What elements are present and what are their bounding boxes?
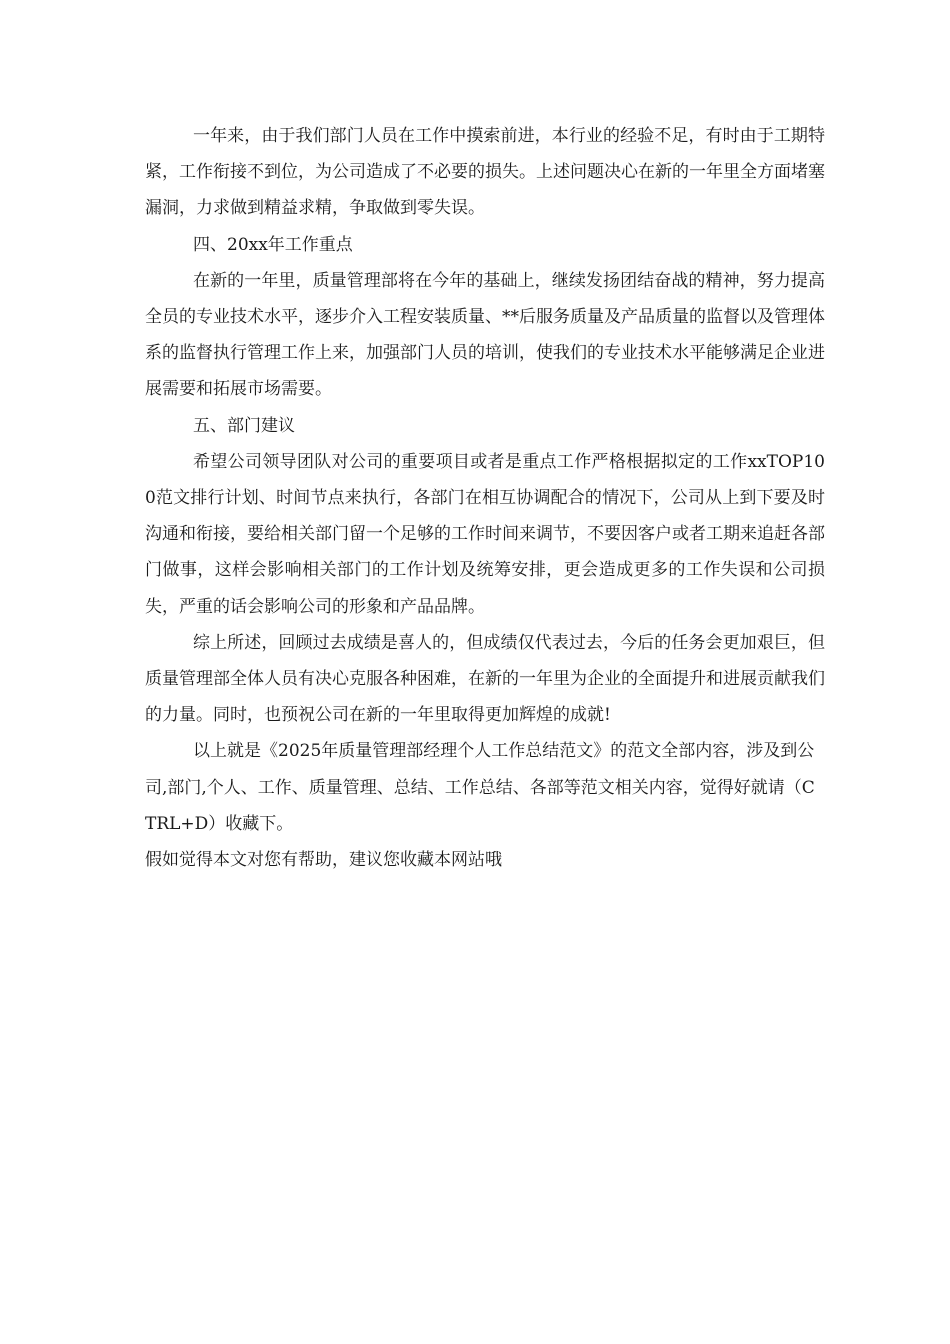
paragraph-lessons: 一年来，由于我们部门人员在工作中摸索前进，本行业的经验不足，有时由于工期特紧，工作衔接不到位，为公司造成了不必要的损失。上述问题决心在新的一年里全方面堵塞漏洞，力求做到精益求精，争取做到零失误。 bbox=[145, 126, 825, 219]
paragraph-suggestions: 希望公司领导团队对公司的重要项目或者是重点工作严格根据拟定的工作xxTOP100范文排行计划、时间节点来执行，各部门在相互协调配合的情况下，公司从上到下要及时沟通和衔接，要给相关部门留一个足够的工作时间来调节，不要因客户或者工期来追赶各部门做事，这样会影响相关部门的工作计划及统筹安排，更会造成更多的工作失误和公司损失，严重的话会影响公司的形象和产品品牌。 bbox=[145, 451, 825, 617]
paragraph-closing: 以上就是《2025年质量管理部经理个人工作总结范文》的范文全部内容，涉及到公司,部门,个人、工作、质量管理、总结、工作总结、各部等范文相关内容，觉得好就请（CTRL+D）收藏下。 bbox=[145, 741, 815, 834]
footer-note: 假如觉得本文对您有帮助，建议您收藏本网站哦 bbox=[145, 850, 502, 871]
section-heading-work-focus: 四、20xx年工作重点 bbox=[193, 234, 353, 255]
paragraph-work-focus: 在新的一年里，质量管理部将在今年的基础上，继续发扬团结奋战的精神，努力提高全员的专业技术水平，逐步介入工程安装质量、**后服务质量及产品质量的监督以及管理体系的监督执行管理工作上来，加强部门人员的培训，使我们的专业技术水平能够满足企业进展需要和拓展市场需要。 bbox=[145, 270, 825, 400]
paragraph-summary: 综上所述，回顾过去成绩是喜人的，但成绩仅代表过去，今后的任务会更加艰巨，但质量管理部全体人员有决心克服各种困难，在新的一年里为企业的全面提升和进展贡献我们的力量。同时，也预祝公司在新的一年里取得更加辉煌的成就! bbox=[145, 632, 825, 726]
document-body bbox=[145, 118, 825, 878]
section-heading-suggestions: 五、部门建议 bbox=[193, 415, 295, 436]
